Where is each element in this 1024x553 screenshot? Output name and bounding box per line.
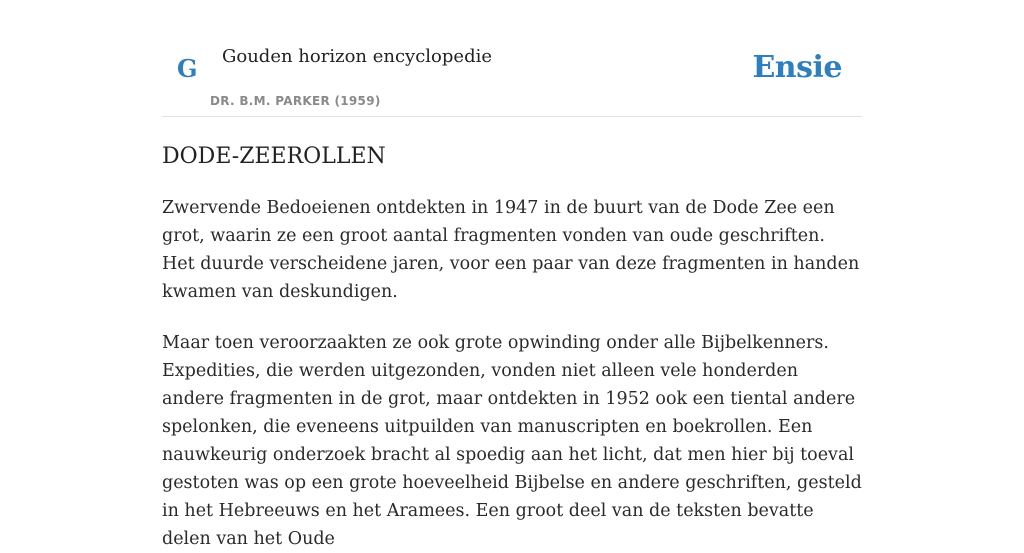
page (162, 0, 862, 553)
article-title: DODE-ZEEROLLEN (162, 144, 386, 169)
book-author: DR. B.M. PARKER (1959) (210, 94, 381, 108)
article-body (162, 194, 862, 553)
article-paragraph: Zwervende Bedoeienen ontdekten in 1947 in de buurt van de Dode Zee een grot, waarin ze een groot aantal fragmenten vonden van oude geschriften. Het duurde verscheidene jaren, voor een paar van deze fragmenten in handen kwamen van deskundigen. (162, 198, 860, 302)
book-title-link[interactable]: Gouden horizon encyclopedie (222, 46, 492, 67)
ensie-logo[interactable]: Ensie (752, 50, 842, 85)
book-logo[interactable]: G (177, 54, 198, 83)
header (162, 0, 862, 117)
article-paragraph: Maar toen veroorzaakten ze ook grote opwinding onder alle Bijbelkenners. Expedities, die werden uitgezonden, vonden niet alleen vele honderden andere fragmenten in de grot, maar ontdekten in 1952 ook een tiental andere spelonken, die eveneens uitpuilden van manuscripten en boekrollen. Een nauwkeurig onderzoek bracht al spoedig aan het licht, dat men hier bij toeval gestoten was op een grote hoeveelheid Bijbelse en andere geschriften, gesteld in het Hebreeuws en het Aramees. Een groot deel van de teksten bevatte delen van het Oude (162, 333, 862, 549)
